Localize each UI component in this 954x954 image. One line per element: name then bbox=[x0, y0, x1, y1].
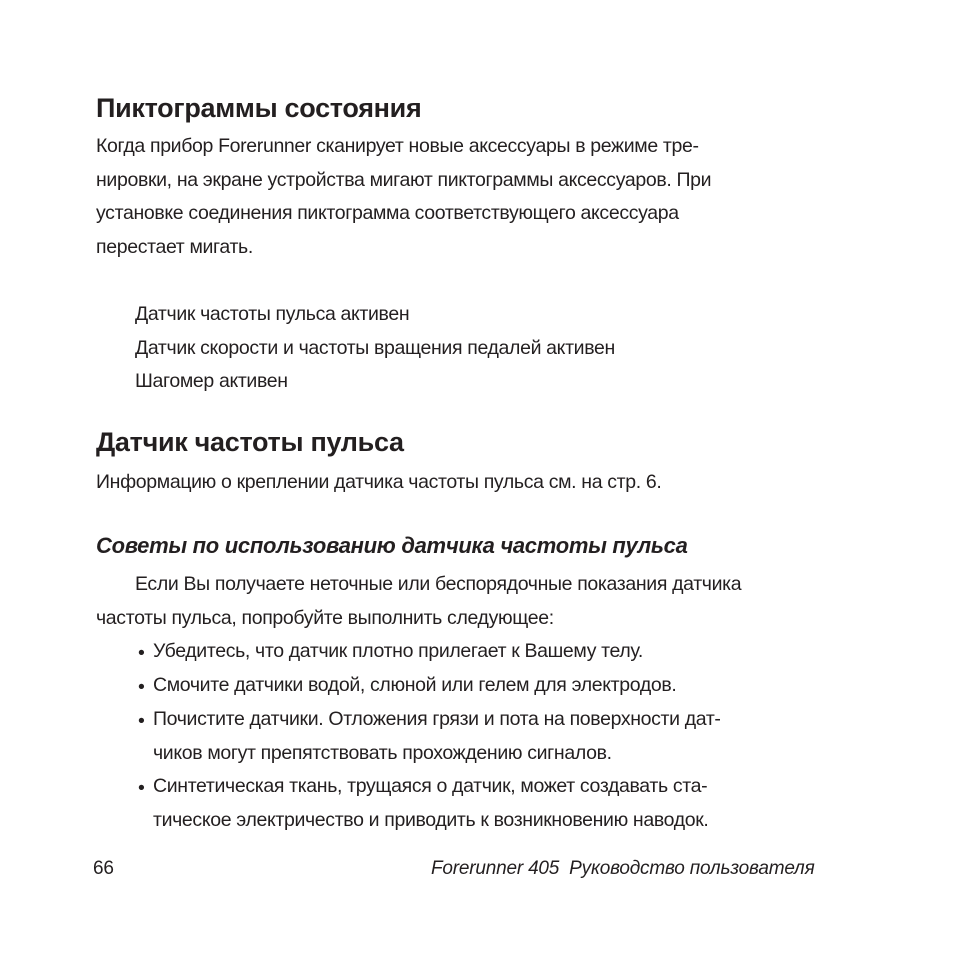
status-icon-item-cadence: Датчик скорости и частоты вращения педалей активен bbox=[135, 336, 615, 359]
tip-line: Смочите датчики водой, слюной или гелем для электродов. bbox=[153, 674, 677, 696]
tip-line: Почистите датчики. Отложения грязи и пота на поверхности дат- bbox=[153, 708, 721, 730]
paragraph-line: нировки, на экране устройства мигают пиктограммы аксессуаров. При bbox=[96, 168, 712, 191]
tip-item bbox=[153, 635, 643, 669]
heart-rate-monitor-paragraph: Информацию о креплении датчика частоты пульса см. на стр. 6. bbox=[96, 471, 662, 493]
bullet-marker: • bbox=[138, 642, 145, 664]
status-icon-item-heart-rate: Датчик частоты пульса активен bbox=[135, 303, 410, 325]
tip-item bbox=[153, 669, 676, 703]
status-icon-item-foot-pod: Шагомер активен bbox=[135, 370, 288, 392]
section-title-hrm-tips: Советы по использованию датчика частоты пульса bbox=[96, 533, 688, 558]
tip-line: чиков могут препятствовать прохождению сигналов. bbox=[153, 741, 612, 764]
tip-line: Убедитесь, что датчик плотно прилегает к Вашему телу. bbox=[153, 640, 643, 662]
tip-line: Синтетическая ткань, трущаяся о датчик, может создавать ста- bbox=[153, 775, 708, 797]
paragraph-line: перестает мигать. bbox=[96, 235, 253, 258]
hrm-tips-intro bbox=[96, 568, 741, 635]
tip-item bbox=[153, 703, 721, 770]
bullet-marker: • bbox=[138, 676, 145, 698]
tip-item bbox=[153, 770, 708, 837]
intro-line: Если Вы получаете неточные или беспорядочные показания датчика bbox=[135, 573, 742, 595]
tip-line: тическое электричество и приводить к возникновению наводок. bbox=[153, 808, 709, 831]
bullet-marker: • bbox=[138, 777, 145, 799]
footer-product: Forerunner 405 bbox=[431, 858, 560, 879]
paragraph-line: установке соединения пиктограмма соответствующего аксессуара bbox=[96, 202, 679, 224]
status-icon-list bbox=[135, 298, 615, 399]
section-title-heart-rate-monitor: Датчик частоты пульса bbox=[96, 427, 404, 457]
footer-manual-title bbox=[431, 858, 815, 880]
intro-line: частоты пульса, попробуйте выполнить следующее: bbox=[96, 606, 554, 629]
bullet-marker: • bbox=[138, 710, 145, 732]
status-icons-paragraph bbox=[96, 130, 711, 264]
paragraph-line: Когда прибор Forerunner сканирует новые аксессуары в режиме тре- bbox=[96, 135, 699, 157]
page-number: 66 bbox=[93, 858, 114, 879]
section-title-status-icons: Пиктограммы состояния bbox=[96, 93, 422, 123]
footer-manual: Руководство пользователя bbox=[569, 858, 815, 879]
